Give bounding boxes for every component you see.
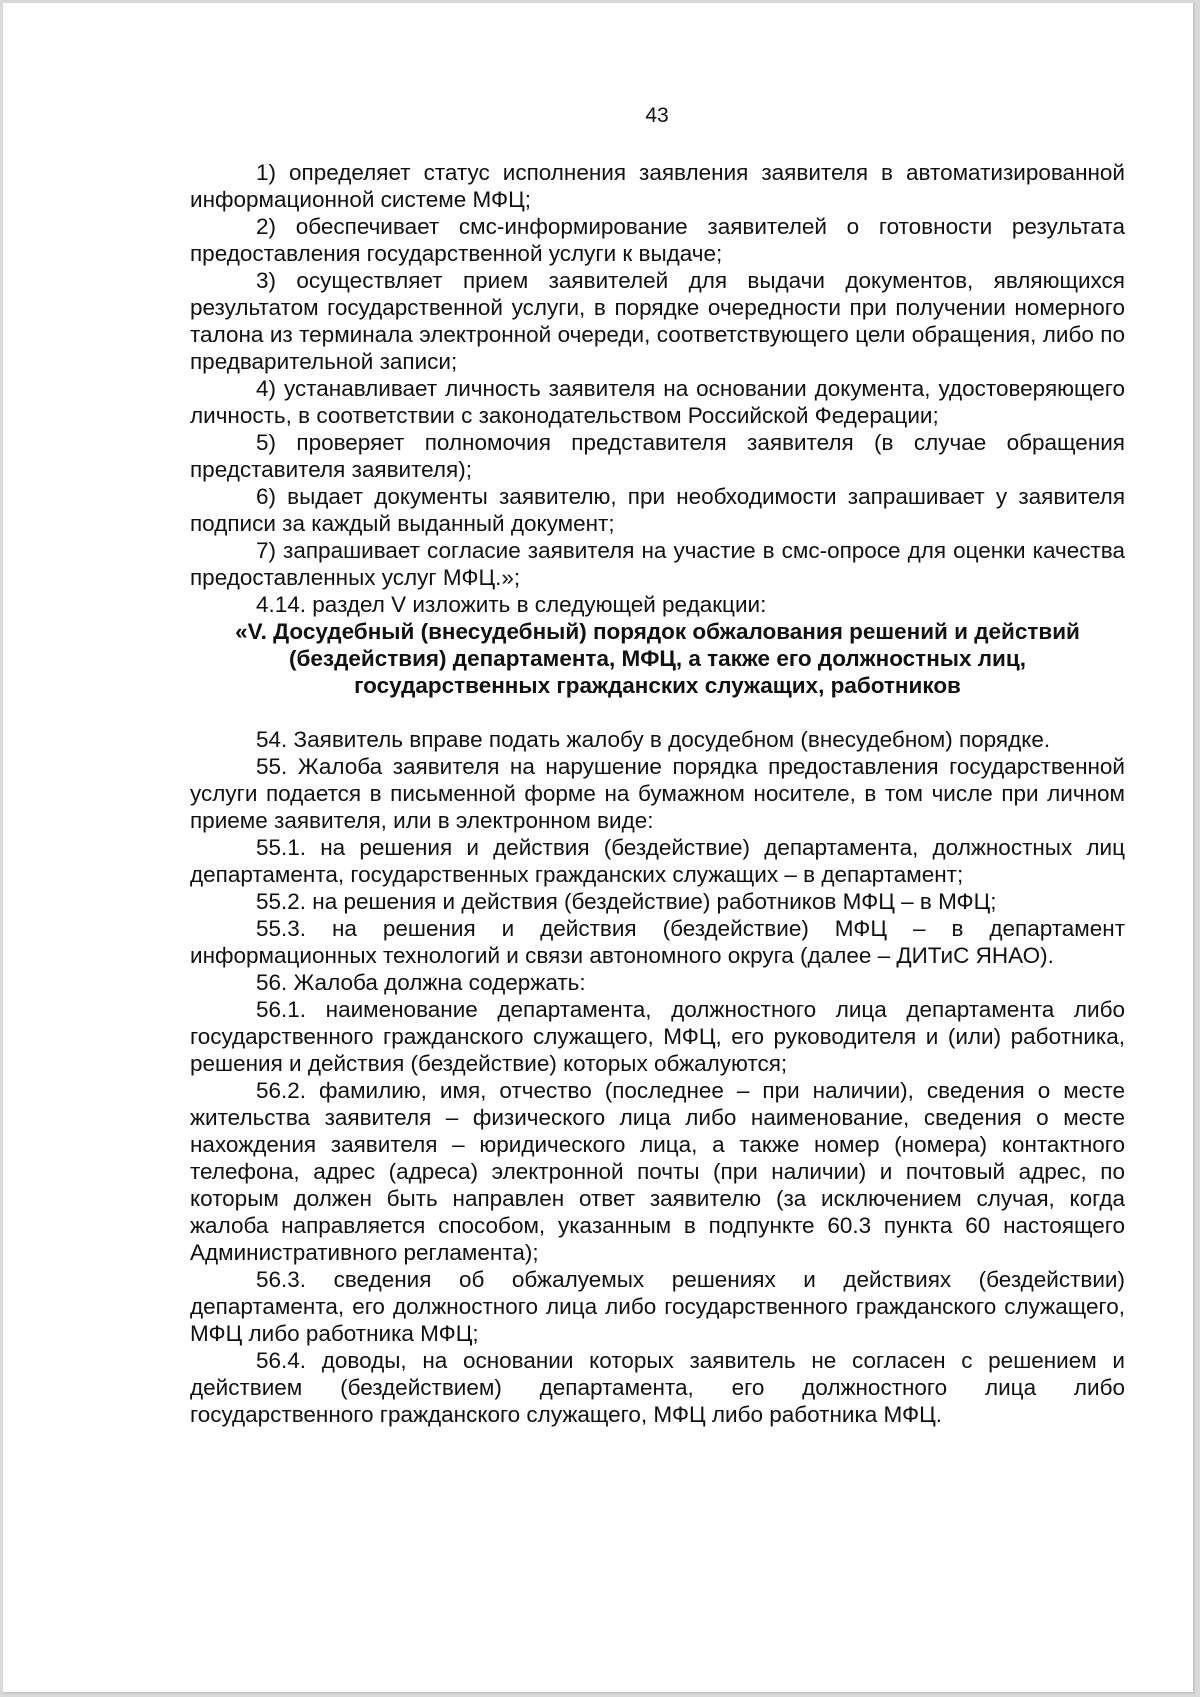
section-heading: «V. Досудебный (внесудебный) порядок обжалования решений и действий (бездействия) департамента, МФЦ, а также его должностных лиц, государственных гражданских служащих, работников: [235, 619, 1080, 698]
paragraph-7: 7) запрашивает согласие заявителя на участие в смс-опросе для оценки качества предоставленных услуг МФЦ.»;: [190, 538, 1125, 590]
paragraph-1: 1) определяет статус исполнения заявления заявителя в автоматизированной информационной системе МФЦ;: [190, 160, 1125, 212]
paragraph-56-1: 56.1. наименование департамента, должностного лица департамента либо государственного гражданского служащего, МФЦ, его руководителя и (или) работника, решения и действия (бездействие) которых обжалуются;: [190, 997, 1125, 1076]
document-body: [190, 159, 1125, 1428]
paragraph-55-3: 55.3. на решения и действия (бездействие) МФЦ – в департамент информационных технологий и связи автономного округа (далее – ДИТиС ЯНАО).: [190, 916, 1125, 968]
page-number: 43: [645, 104, 669, 127]
paragraph-4: 4) устанавливает личность заявителя на основании документа, удостоверяющего личность, в соответствии с законодательством Российской Федерации;: [190, 376, 1125, 428]
paragraph-56-2: 56.2. фамилию, имя, отчество (последнее – при наличии), сведения о месте жительства заявителя – физического лица либо наименование, сведения о месте нахождения заявителя – юридического лица, а также номер (номера) контактного телефона, адрес (адреса) электронной почты (при наличии) и почтовый адрес, по которым должен быть направлен ответ заявителю (за исключением случая, когда жалоба направляется способом, указанным в подпункте 60.3 пункта 60 настоящего Административного регламента);: [190, 1078, 1125, 1265]
paragraph-55: 55. Жалоба заявителя на нарушение порядка предоставления государственной услуги подается в письменной форме на бумажном носителе, в том числе при личном приеме заявителя, или в электронном виде:: [190, 754, 1125, 833]
paragraph-56-3: 56.3. сведения об обжалуемых решениях и действиях (бездействии) департамента, его должностного лица либо государственного гражданского служащего, МФЦ либо работника МФЦ;: [190, 1267, 1125, 1346]
paragraph-55-1: 55.1. на решения и действия (бездействие) департамента, должностных лиц департамента, государственных гражданских служащих – в департамент;: [190, 835, 1125, 887]
paragraph-54: 54. Заявитель вправе подать жалобу в досудебном (внесудебном) порядке.: [256, 727, 1051, 752]
paragraph-3: 3) осуществляет прием заявителей для выдачи документов, являющихся результатом государственной услуги, в порядке очередности при получении номерного талона из терминала электронной очереди, соответствующего цели обращения, либо по предварительной записи;: [190, 268, 1125, 374]
paragraph-6: 6) выдает документы заявителю, при необходимости запрашивает у заявителя подписи за каждый выданный документ;: [190, 484, 1125, 536]
heading-spacer: [190, 699, 1125, 726]
paragraph-56-4: 56.4. доводы, на основании которых заявитель не согласен с решением и действием (бездействием) департамента, его должностного лица либо государственного гражданского служащего, МФЦ либо работника МФЦ.: [190, 1348, 1125, 1427]
paragraph-2: 2) обеспечивает смс-информирование заявителей о готовности результата предоставления государственной услуги к выдаче;: [190, 214, 1125, 266]
paragraph-4-14: 4.14. раздел V изложить в следующей редакции:: [256, 592, 767, 617]
paragraph-5: 5) проверяет полномочия представителя заявителя (в случае обращения представителя заявителя);: [190, 430, 1125, 482]
paragraph-56: 56. Жалоба должна содержать:: [256, 970, 586, 995]
document-page: [3, 3, 1195, 1694]
paragraph-55-2: 55.2. на решения и действия (бездействие) работников МФЦ – в МФЦ;: [256, 889, 997, 914]
